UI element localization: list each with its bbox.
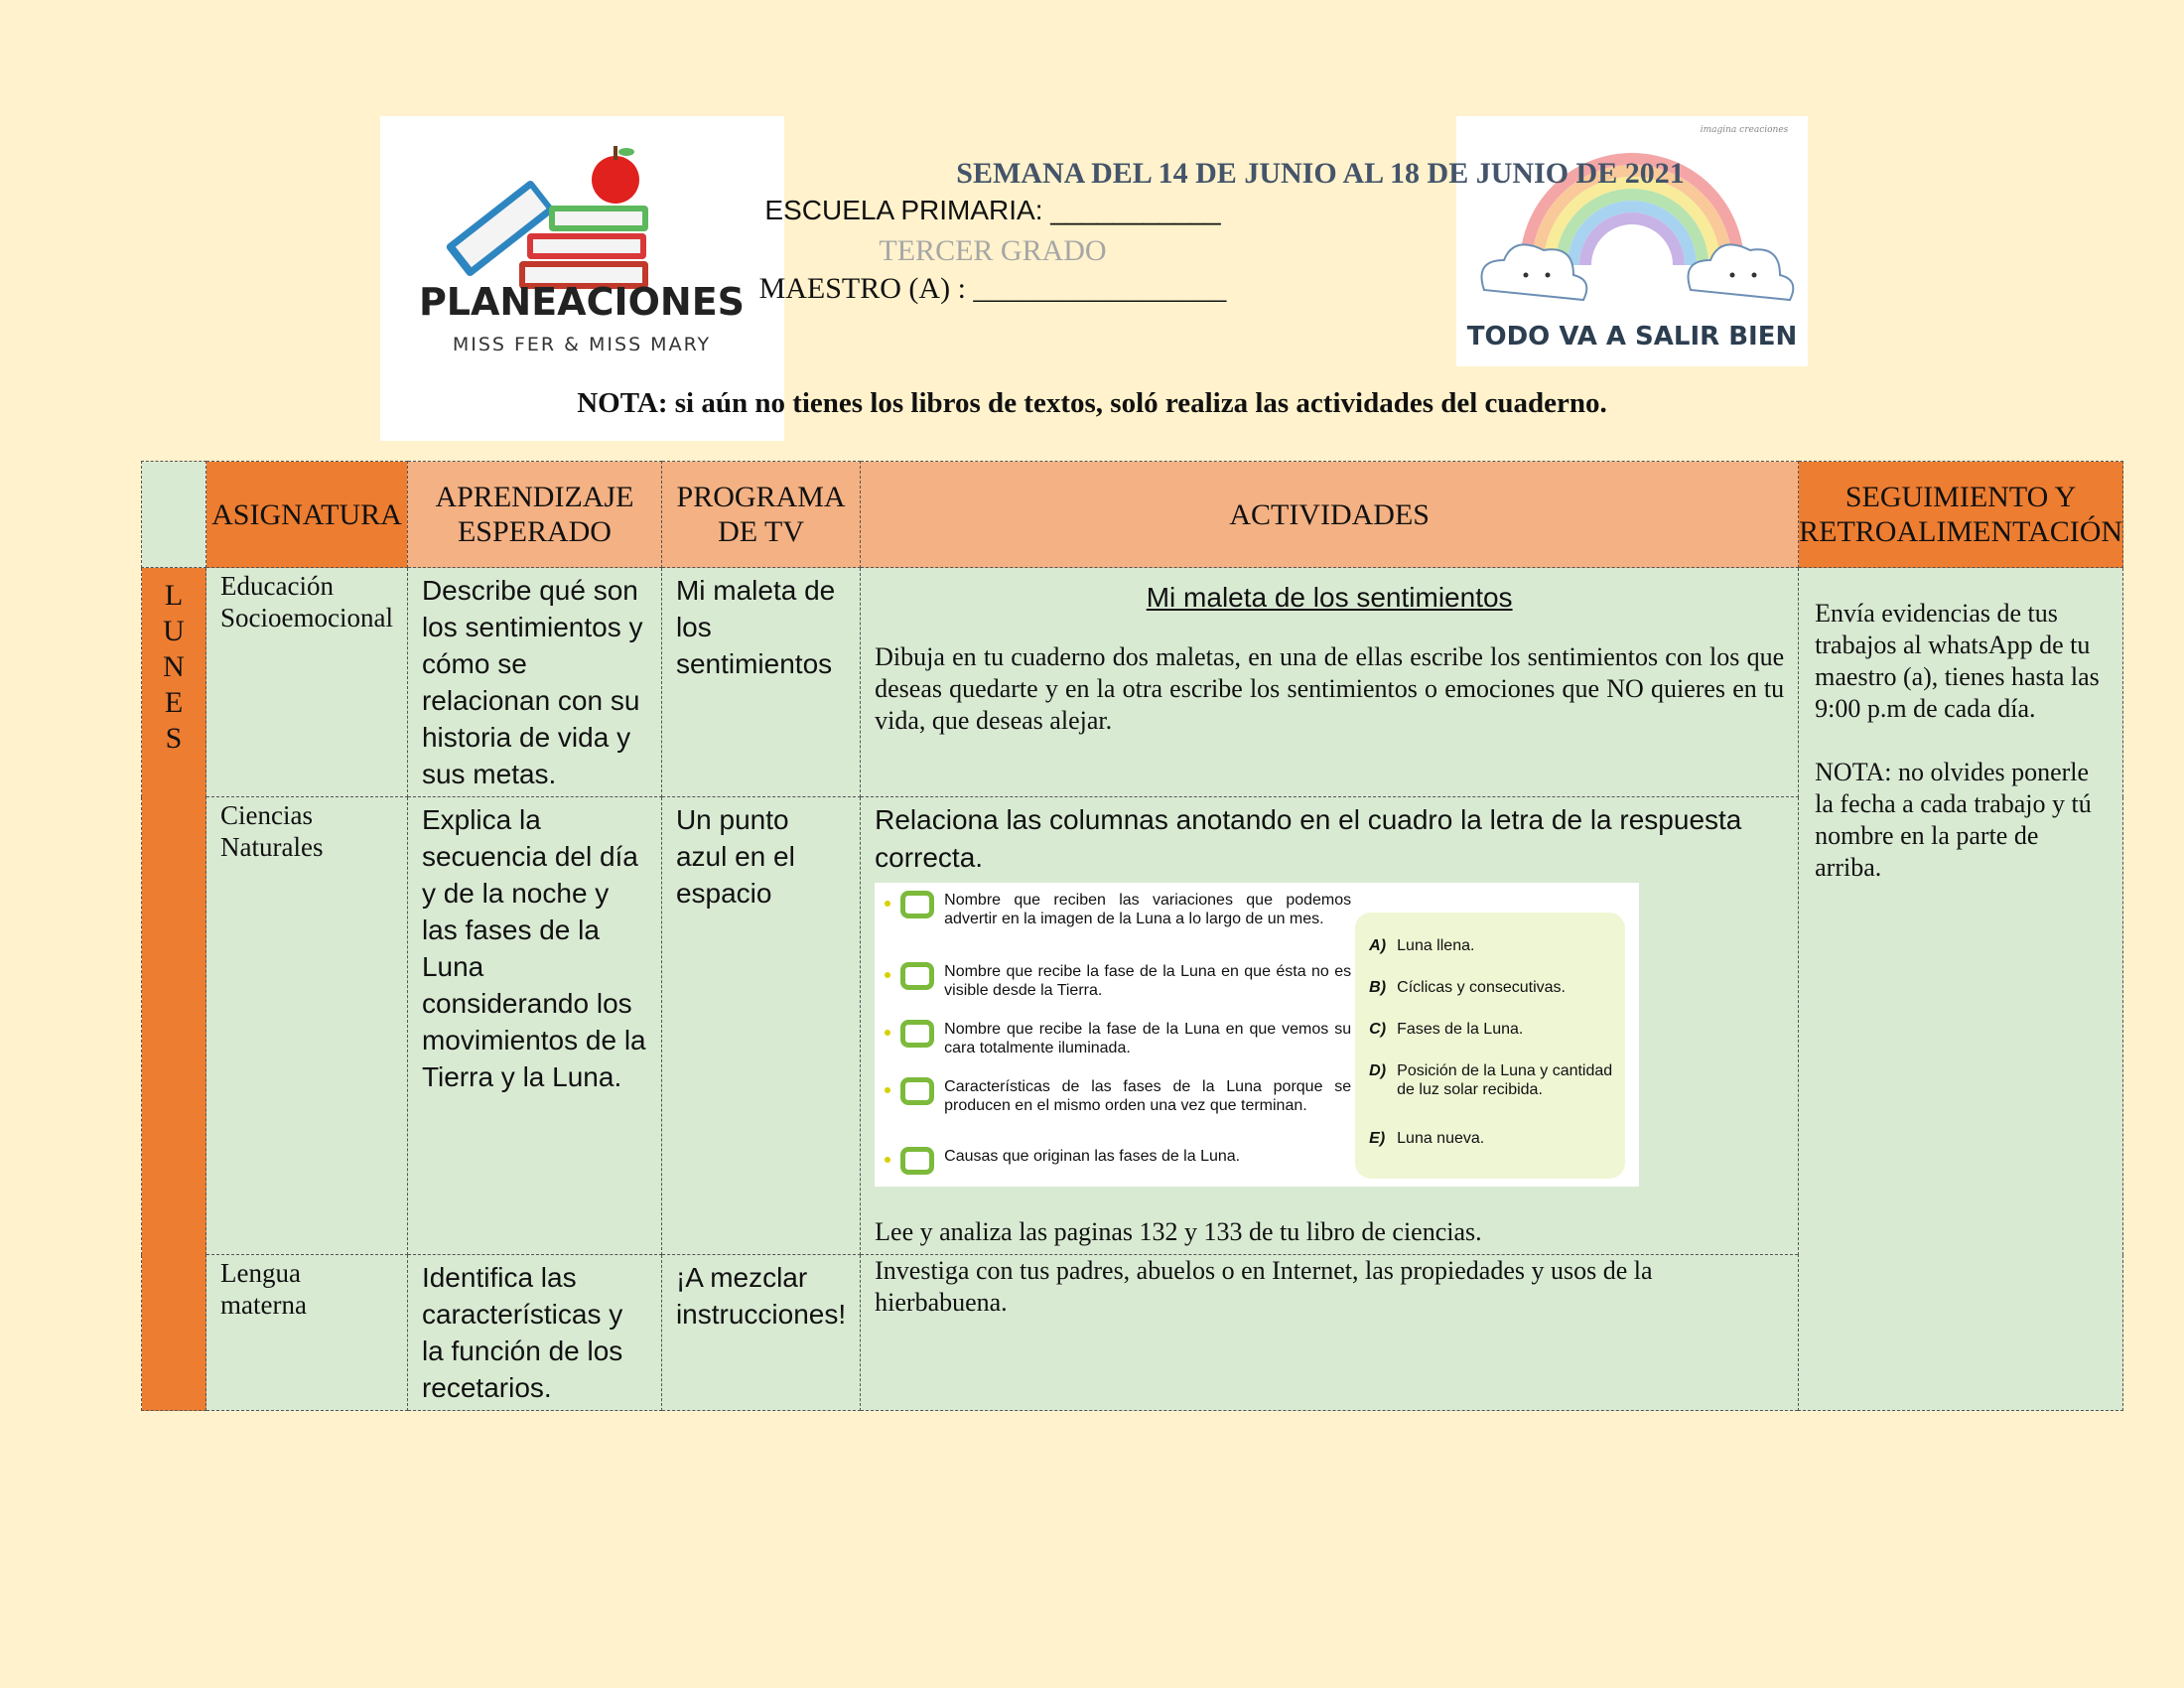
subject-cell: Ciencias Naturales (206, 797, 408, 1255)
activity-title: Relaciona las columnas anotando en el cuadro la letra de la respuesta correcta. (875, 804, 1742, 873)
grade-line: TERCER GRADO (879, 234, 1107, 267)
answer-box[interactable] (900, 1147, 934, 1175)
header-note: NOTA: si aún no tienes los libros de textos, soló realiza las actividades del cuaderno. (577, 387, 1607, 419)
answer-box[interactable] (900, 962, 934, 990)
day-letter: L (164, 579, 184, 612)
answer-option: A) Luna llena. (1369, 937, 1475, 954)
day-letter: N (163, 650, 185, 683)
answer-option: B) Cíclicas y consecutivas. (1369, 979, 1566, 996)
matching-exercise (875, 883, 1639, 1187)
school-line: ESCUELA PRIMARIA: ___________ (764, 195, 1221, 225)
logo-signature: imagina creaciones (1700, 125, 1789, 135)
activity-text: Dibuja en tu cuaderno dos maletas, en una de ellas escribe los sentimientos con los que deseas quedarte y en la otra escribe los sentimientos o emociones que NO quieres en tu vida, que deseas alejar. (875, 642, 1785, 735)
activity-text: Lee y analiza las paginas 132 y 133 de tu libro de ciencias. (875, 1217, 1482, 1246)
header-program: PROGRAMA DE TV (661, 462, 860, 568)
header-learning: APRENDIZAJE ESPERADO (407, 462, 661, 568)
answer-option: E) Luna nueva. (1369, 1130, 1485, 1147)
program-cell: Un punto azul en el espacio (661, 797, 860, 1255)
answer-options (1355, 913, 1625, 1179)
activity-title: Mi maleta de los sentimientos (1146, 582, 1513, 613)
learning-cell: Explica la secuencia del día y de la noche y las fases de la Luna considerando los movimientos de la Tierra y la Luna. (407, 797, 661, 1255)
activity-cell (861, 1255, 1799, 1411)
logo-caption: TODO VA A SALIR BIEN (1466, 322, 1798, 352)
header-activities: ACTIVIDADES (861, 462, 1799, 568)
quiz-question: Nombre que recibe la fase de la Luna en que ésta no es visible desde la Tierra. (885, 962, 1351, 1000)
program-cell: Mi maleta de los sentimientos (661, 568, 860, 797)
answer-box[interactable] (900, 1020, 934, 1048)
table-row (142, 568, 2123, 797)
activity-cell (861, 568, 1799, 797)
quiz-question: Características de las fases de la Luna porque se producen en el mismo orden una vez que terminan. (885, 1077, 1351, 1115)
answer-box[interactable] (900, 1077, 934, 1105)
day-letter: U (163, 615, 185, 647)
quiz-question: Causas que originan las fases de la Luna. (885, 1147, 1351, 1175)
day-cell (142, 568, 206, 1411)
learning-cell: Describe qué son los sentimientos y cómo se relacionan con su historia de vida y sus metas. (407, 568, 661, 797)
followup-note: NOTA: no olvides ponerle la fecha a cada trabajo y tú nombre en la parte de arriba. (1815, 758, 2092, 882)
quiz-question: Nombre que reciben las variaciones que podemos advertir en la imagen de la Luna a lo largo de un mes. (885, 891, 1351, 928)
header-subject: ASIGNATURA (206, 462, 408, 568)
subject-cell: Educación Socioemocional (206, 568, 408, 797)
followup-cell (1799, 568, 2123, 1411)
logo-subtitle: MISS FER & MISS MARY (452, 334, 712, 355)
activity-text: Investiga con tus padres, abuelos o en Internet, las propiedades y usos de la hierbabuena. (875, 1256, 1653, 1317)
day-letter: S (165, 722, 183, 755)
followup-text: Envía evidencias de tus trabajos al whatsApp de tu maestro (a), tienes hasta las 9:00 p.m de cada día. (1815, 599, 2100, 723)
learning-cell: Identifica las características y la función de los recetarios. (407, 1255, 661, 1411)
header-followup: SEGUIMIENTO Y RETROALIMENTACIÓN (1799, 462, 2123, 568)
program-cell: ¡A mezclar instrucciones! (661, 1255, 860, 1411)
teacher-line: MAESTRO (A) : _________________ (758, 272, 1227, 305)
answer-option: C) Fases de la Luna. (1369, 1021, 1524, 1038)
header-blank (142, 462, 206, 568)
quiz-question: Nombre que recibe la fase de la Luna en que vemos su cara totalmente iluminada. (885, 1020, 1351, 1057)
activity-cell (861, 797, 1799, 1255)
answer-box[interactable] (900, 891, 934, 918)
planning-table (141, 461, 2123, 1411)
answer-option: D) Posición de la Luna y cantidad de luz solar recibida. (1369, 1062, 1613, 1098)
subject-cell: Lengua materna (206, 1255, 408, 1411)
day-letter: E (164, 686, 184, 719)
table-header-row (142, 462, 2123, 568)
logo-title: PLANEACIONES (418, 280, 746, 324)
week-title: SEMANA DEL 14 DE JUNIO AL 18 DE JUNIO DE 2021 (956, 157, 1685, 190)
